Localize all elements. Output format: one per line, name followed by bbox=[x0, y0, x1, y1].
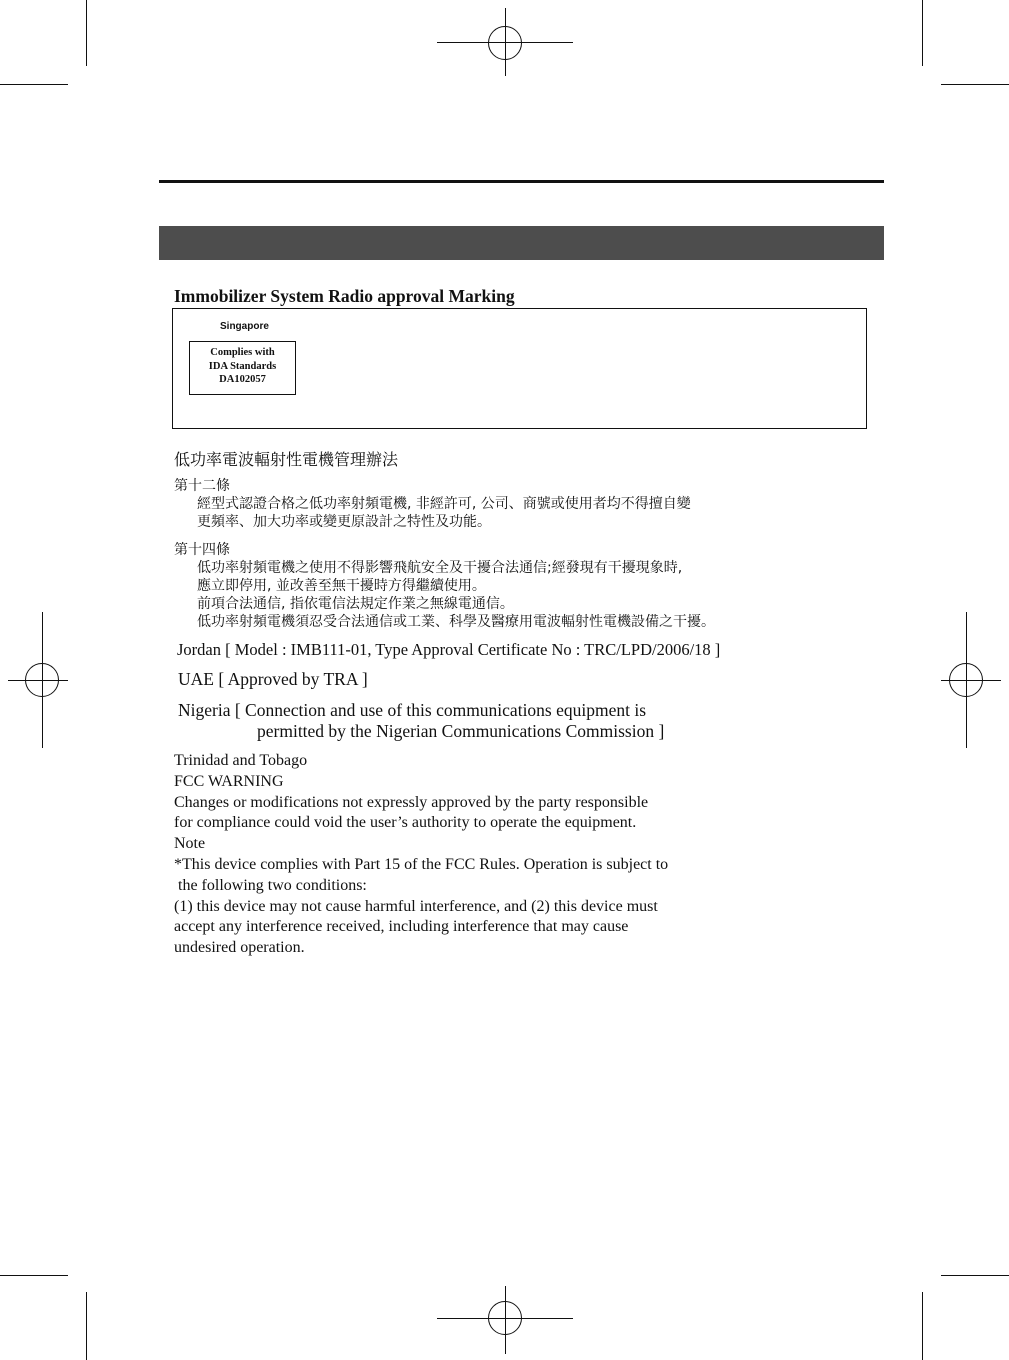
fcc-line: *This device complies with Part 15 of the FCC Rules. Operation is subject to bbox=[174, 855, 669, 873]
ida-line: Complies with bbox=[210, 347, 275, 358]
note-heading: Note bbox=[174, 835, 206, 853]
ida-line: DA102057 bbox=[219, 374, 266, 385]
ida-label-box bbox=[189, 341, 296, 395]
fcc-warning-heading: FCC WARNING bbox=[174, 772, 284, 790]
trinidad-tobago-heading: Trinidad and Tobago bbox=[174, 752, 308, 769]
fcc-line: accept any interference received, including interference that may cause bbox=[174, 918, 629, 936]
article-14-line: 低功率射頻電機之使用不得影響飛航安全及干擾合法通信;經發現有干擾現象時, bbox=[197, 560, 683, 576]
fcc-line: Changes or modifications not expressly approved by the party responsible bbox=[174, 793, 649, 811]
singapore-label: Singapore bbox=[220, 321, 269, 332]
article-14-title: 第十四條 bbox=[174, 542, 230, 558]
fcc-line: for compliance could void the user’s authority to operate the equipment. bbox=[174, 814, 637, 832]
nigeria-approval-line: permitted by the Nigerian Communications Commission ] bbox=[257, 721, 665, 741]
jordan-approval: Jordan [ Model : IMB111-01, Type Approval Certificate No : TRC/LPD/2006/18 ] bbox=[177, 640, 721, 659]
article-12-line: 經型式認證合格之低功率射頻電機, 非經許可, 公司、商號或使用者均不得擅自變 bbox=[197, 496, 691, 512]
uae-approval: UAE [ Approved by TRA ] bbox=[178, 669, 368, 689]
fcc-section bbox=[174, 751, 668, 959]
article-12-line: 更頻率、加大功率或變更原設計之特性及功能。 bbox=[197, 514, 491, 530]
ida-line: IDA Standards bbox=[208, 360, 277, 372]
fcc-line: the following two conditions: bbox=[174, 876, 367, 894]
nigeria-approval-line: Nigeria [ Connection and use of this communications equipment is bbox=[178, 700, 647, 720]
article-14-line: 低功率射頻電機須忍受合法通信或工業、科學及醫療用電波輻射性電機設備之干擾。 bbox=[197, 614, 715, 630]
section-bar bbox=[159, 226, 884, 260]
header-rule bbox=[159, 180, 884, 183]
fcc-line: (1) this device may not cause harmful interference, and (2) this device must bbox=[174, 897, 658, 915]
article-12-title: 第十二條 bbox=[174, 478, 230, 494]
marking-heading: Immobilizer System Radio approval Marking bbox=[174, 286, 515, 306]
fcc-line: undesired operation. bbox=[174, 939, 305, 957]
article-14-line: 前項合法通信, 指依電信法規定作業之無線電通信。 bbox=[197, 596, 514, 612]
taiwan-title: 低功率電波輻射性電機管理辦法 bbox=[174, 450, 399, 469]
article-14-line: 應立即停用, 並改善至無干擾時方得繼續使用。 bbox=[197, 578, 486, 594]
